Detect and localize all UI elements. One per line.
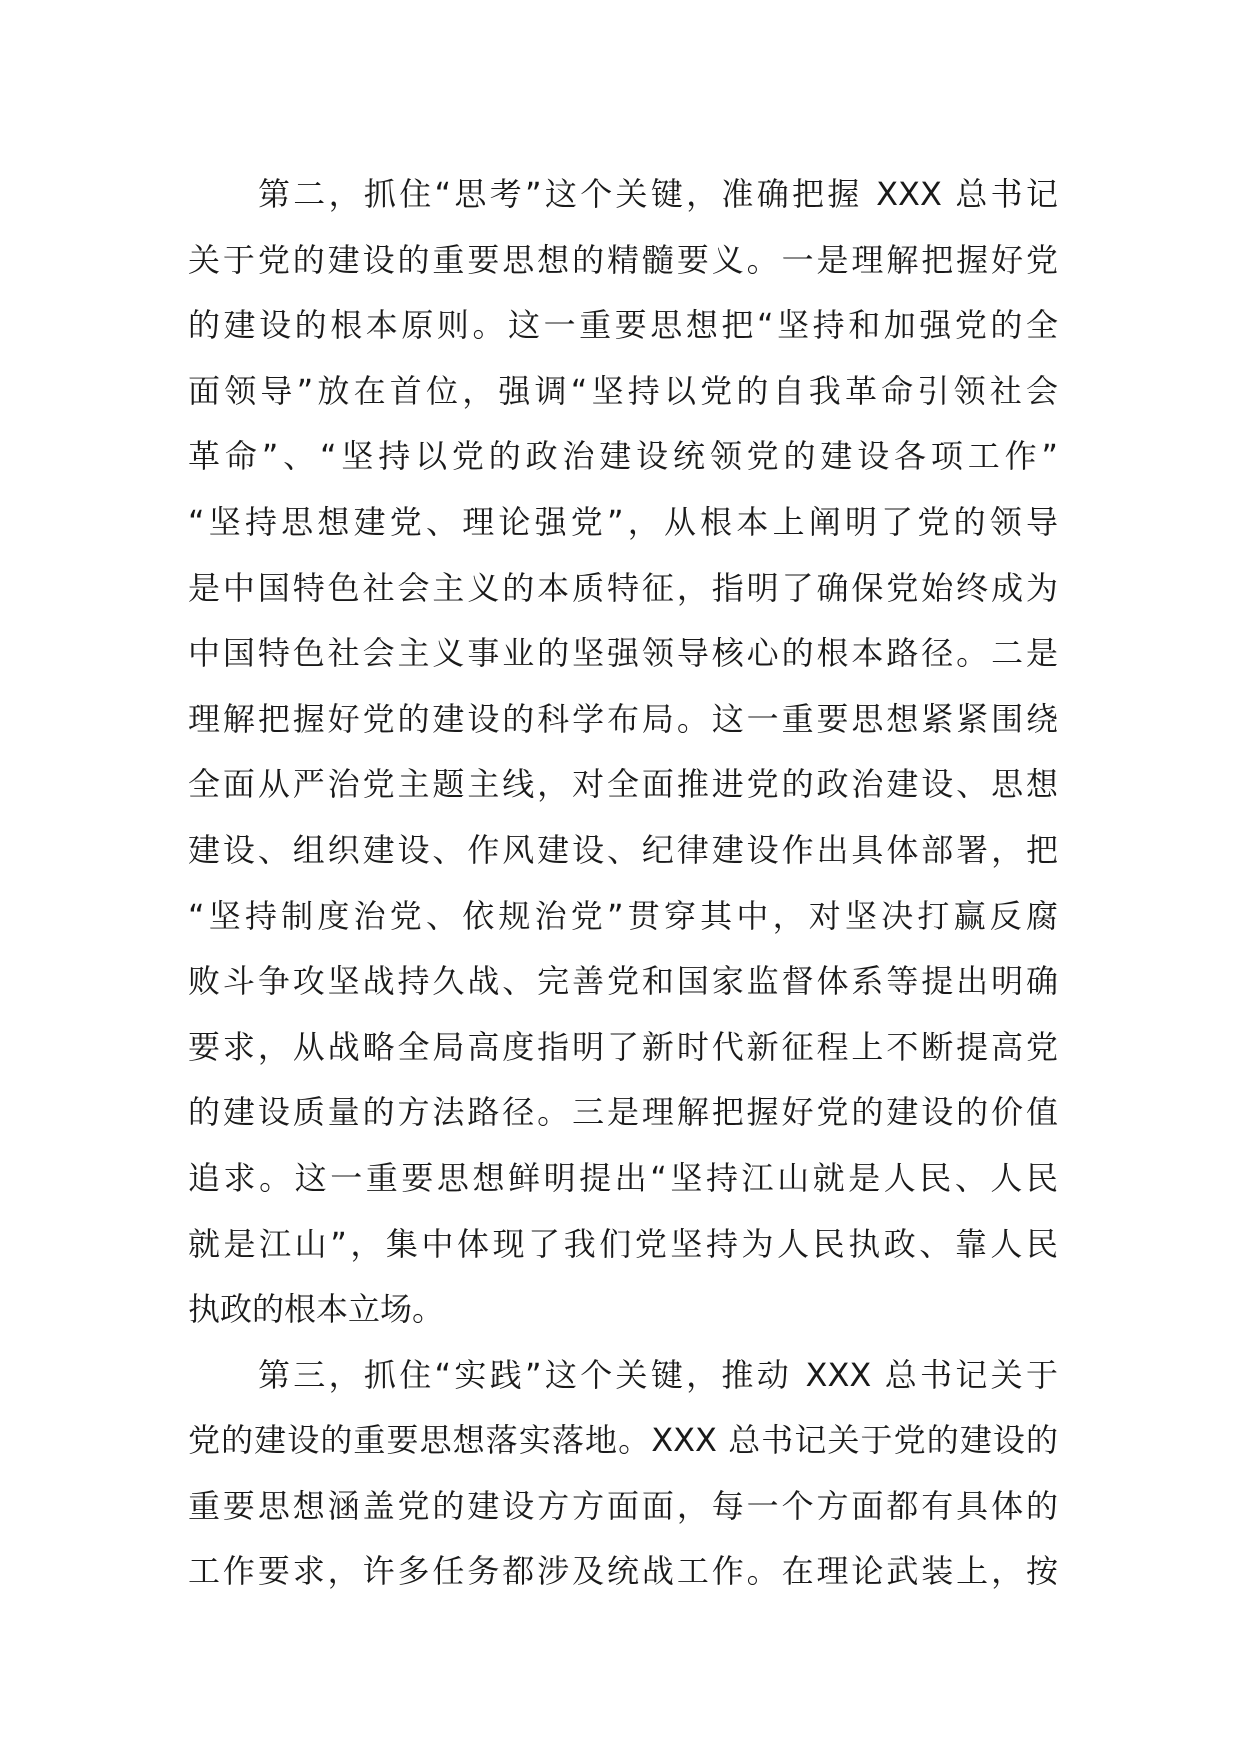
text-line: 追求。这一重要思想鲜明提出“坚持江山就是人民、人民 [188, 1158, 1058, 1197]
text-line: 党的建设的重要思想落实落地。XXX 总书记关于党的建设的 [188, 1421, 1058, 1460]
text-line: 执政的根本立场。 [188, 1290, 445, 1329]
text-line: 第二，抓住“思考”这个关键，准确把握 XXX 总书记 [258, 175, 1058, 213]
text-line: “坚持思想建党、理论强党”，从根本上阐明了党的领导 [188, 502, 1058, 541]
text-line: 全面从严治党主题主线，对全面推进党的政治建设、思想 [188, 765, 1058, 804]
text-line: 的建设的根本原则。这一重要思想把“坚持和加强党的全 [188, 306, 1058, 345]
paragraph-3 [188, 1343, 1058, 1605]
text-line: 关于党的建设的重要思想的精髓要义。一是理解把握好党 [188, 240, 1058, 279]
text-line: 就是江山”，集中体现了我们党坚持为人民执政、靠人民 [188, 1224, 1058, 1263]
text-line: 的建设质量的方法路径。三是理解把握好党的建设的价值 [188, 1093, 1058, 1132]
text-line: 重要思想涵盖党的建设方方面面，每一个方面都有具体的 [188, 1486, 1058, 1525]
text-line: 面领导”放在首位，强调“坚持以党的自我革命引领社会 [188, 371, 1058, 410]
text-line: 革命”、“坚持以党的政治建设统领党的建设各项工作” [188, 437, 1058, 476]
text-line: “坚持制度治党、依规治党”贯穿其中，对坚决打赢反腐 [188, 896, 1058, 935]
text-line: 工作要求，许多任务都涉及统战工作。在理论武装上，按 [188, 1552, 1058, 1591]
text-line: 建设、组织建设、作风建设、纪律建设作出具体部署，把 [188, 830, 1058, 869]
text-line: 理解把握好党的建设的科学布局。这一重要思想紧紧围绕 [188, 699, 1058, 738]
paragraph-2 [188, 162, 1058, 1343]
text-line: 要求，从战略全局高度指明了新时代新征程上不断提高党 [188, 1027, 1058, 1066]
text-line: 中国特色社会主义事业的坚强领导核心的根本路径。二是 [188, 634, 1058, 673]
body-text [188, 162, 1058, 1605]
text-line: 第三，抓住“实践”这个关键，推动 XXX 总书记关于 [258, 1355, 1058, 1394]
text-line: 败斗争攻坚战持久战、完善党和国家监督体系等提出明确 [188, 962, 1058, 1001]
text-line: 是中国特色社会主义的本质特征，指明了确保党始终成为 [188, 568, 1058, 607]
